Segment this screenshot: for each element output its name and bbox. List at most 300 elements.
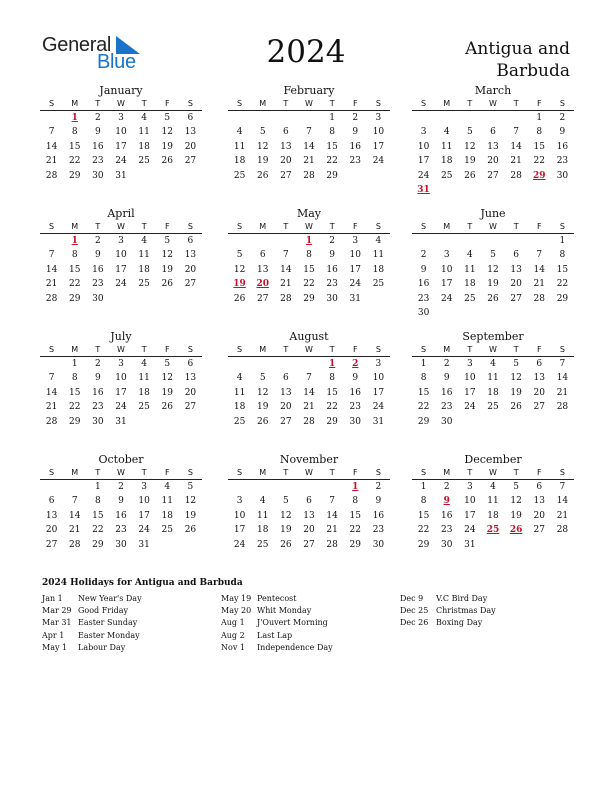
weekday-header	[40, 221, 202, 234]
day-cell: 12	[161, 127, 173, 138]
day-grid	[228, 480, 390, 552]
day-cell: 2	[559, 113, 566, 123]
day-cell: 10	[440, 264, 453, 275]
day-grid	[40, 480, 202, 552]
day-cell: 5	[282, 496, 289, 507]
day-cell: 19	[256, 156, 269, 167]
empty-day-cell	[297, 357, 320, 371]
day-cell: 9	[94, 373, 101, 384]
day-cell: 10	[464, 373, 476, 384]
empty-day-cell	[505, 111, 528, 125]
weekday-label: S	[49, 222, 55, 231]
day-cell: 12	[280, 510, 292, 521]
day-cell: 20	[184, 387, 197, 398]
month-name: September	[462, 330, 524, 343]
holiday-day-cell: 1	[71, 236, 78, 246]
day-cell: 7	[48, 373, 55, 384]
day-cell: 4	[141, 236, 147, 246]
holiday-row	[400, 617, 496, 629]
day-cell: 31	[349, 293, 361, 304]
day-cell: 17	[372, 387, 385, 398]
day-cell: 19	[487, 279, 499, 290]
day-cell: 3	[375, 113, 382, 123]
day-cell: 12	[510, 496, 522, 507]
day-cell: 19	[184, 510, 197, 521]
day-cell: 1	[559, 236, 566, 246]
day-cell: 30	[92, 416, 104, 427]
day-cell: 24	[372, 156, 385, 167]
day-cell: 29	[556, 293, 569, 304]
holiday-row	[221, 617, 333, 629]
day-cell: 5	[466, 127, 473, 138]
weekday-label: S	[237, 345, 243, 354]
day-cell: 27	[184, 279, 197, 290]
day-cell: 7	[559, 482, 566, 492]
day-cell: 15	[417, 387, 430, 398]
day-cell: 16	[349, 141, 361, 152]
weekday-label: T	[513, 222, 519, 231]
day-grid	[228, 234, 390, 306]
day-cell: 21	[510, 156, 522, 167]
day-cell: 31	[372, 416, 385, 427]
day-grid	[412, 111, 574, 197]
day-cell: 17	[115, 387, 127, 398]
day-cell: 23	[326, 279, 338, 290]
day-cell: 6	[259, 250, 266, 261]
weekday-label: F	[352, 222, 358, 231]
empty-day-cell	[274, 480, 297, 494]
month-name: October	[98, 453, 144, 466]
day-cell: 22	[533, 156, 545, 167]
weekday-label: T	[141, 99, 147, 108]
day-cell: 2	[94, 359, 101, 369]
day-cell: 26	[256, 170, 269, 181]
weekday-label: M	[443, 468, 451, 477]
day-cell: 19	[510, 387, 522, 398]
weekday-label: S	[49, 468, 55, 477]
day-cell: 12	[233, 264, 246, 275]
empty-day-cell	[251, 480, 274, 494]
empty-day-cell	[40, 357, 63, 371]
holiday-date: Mar 29	[42, 606, 72, 616]
day-cell: 28	[533, 293, 545, 304]
weekday-label: T	[283, 468, 289, 477]
day-cell: 25	[138, 279, 150, 290]
holiday-day-cell: 9	[443, 496, 450, 507]
day-cell: 6	[48, 496, 55, 507]
day-cell: 6	[187, 359, 194, 369]
day-cell: 11	[256, 510, 269, 521]
day-cell: 9	[375, 496, 382, 507]
weekday-label: T	[329, 468, 335, 477]
day-cell: 5	[164, 359, 171, 369]
weekday-header	[412, 467, 574, 480]
weekday-label: S	[49, 99, 55, 108]
day-cell: 25	[138, 402, 150, 413]
weekday-header	[40, 344, 202, 357]
day-cell: 23	[417, 293, 430, 304]
weekday-label: T	[283, 99, 289, 108]
day-cell: 1	[536, 113, 543, 123]
day-cell: 24	[349, 279, 361, 290]
holiday-day-cell: 25	[486, 525, 500, 536]
day-cell: 23	[92, 402, 104, 413]
weekday-label: T	[95, 99, 101, 108]
day-cell: 3	[420, 127, 427, 138]
month-name: April	[107, 207, 135, 220]
day-cell: 24	[417, 170, 430, 181]
weekday-label: F	[352, 468, 358, 477]
day-cell: 13	[303, 510, 315, 521]
day-cell: 16	[92, 264, 104, 275]
weekday-label: S	[559, 468, 565, 477]
day-cell: 17	[138, 510, 150, 521]
day-cell: 23	[556, 156, 569, 167]
day-cell: 12	[184, 496, 197, 507]
day-cell: 13	[45, 510, 58, 521]
day-cell: 24	[138, 525, 150, 536]
holiday-date: May 19	[221, 594, 252, 603]
weekday-label: M	[443, 222, 451, 231]
day-cell: 11	[233, 387, 246, 398]
day-cell: 11	[464, 264, 476, 275]
holiday-name: Whit Monday	[257, 606, 312, 616]
month-february	[228, 84, 390, 183]
day-cell: 13	[184, 127, 197, 138]
empty-day-cell	[481, 111, 504, 125]
day-cell: 27	[280, 416, 292, 427]
holiday-date: May 1	[42, 642, 68, 652]
weekday-label: T	[467, 468, 473, 477]
day-cell: 18	[487, 387, 499, 398]
day-cell: 9	[94, 250, 101, 261]
empty-day-cell	[251, 357, 274, 371]
month-august	[228, 330, 390, 429]
day-cell: 6	[282, 373, 289, 384]
day-cell: 13	[184, 250, 197, 261]
empty-day-cell	[505, 234, 528, 248]
weekday-label: T	[283, 345, 289, 354]
holiday-row	[42, 630, 142, 642]
weekday-header	[412, 221, 574, 234]
day-cell: 3	[236, 496, 243, 507]
holiday-day-cell: 1	[305, 236, 313, 246]
day-grid	[40, 234, 202, 306]
day-cell: 3	[352, 236, 359, 246]
holiday-date: Mar 31	[42, 618, 72, 628]
holiday-name: Labour Day	[78, 642, 126, 652]
holiday-day-cell: 20	[256, 279, 269, 290]
weekday-label: S	[421, 468, 427, 477]
day-cell: 16	[115, 510, 127, 521]
day-cell: 2	[443, 482, 450, 492]
day-cell: 12	[487, 264, 499, 275]
day-cell: 11	[440, 141, 453, 152]
day-cell: 15	[68, 264, 81, 275]
empty-day-cell	[228, 234, 251, 248]
month-name: January	[99, 84, 143, 97]
day-cell: 11	[138, 250, 150, 261]
day-cell: 12	[510, 373, 522, 384]
day-cell: 24	[440, 293, 453, 304]
day-cell: 22	[326, 402, 338, 413]
day-cell: 31	[115, 416, 127, 427]
day-cell: 7	[282, 250, 289, 261]
day-cell: 21	[303, 402, 315, 413]
day-cell: 19	[256, 402, 269, 413]
month-name: June	[480, 207, 506, 220]
day-cell: 29	[326, 416, 338, 427]
day-cell: 28	[45, 416, 58, 427]
weekday-label: F	[164, 222, 170, 231]
day-cell: 29	[68, 293, 81, 304]
day-cell: 11	[372, 250, 385, 261]
day-cell: 11	[487, 496, 499, 507]
weekday-label: S	[237, 468, 243, 477]
day-cell: 17	[464, 387, 476, 398]
day-cell: 1	[329, 113, 335, 123]
empty-day-cell	[40, 111, 63, 125]
day-cell: 29	[303, 293, 315, 304]
day-cell: 10	[372, 127, 385, 138]
day-cell: 10	[372, 373, 385, 384]
empty-day-cell	[274, 357, 297, 371]
day-cell: 27	[45, 539, 58, 550]
day-cell: 16	[372, 510, 385, 521]
day-cell: 8	[71, 250, 78, 261]
empty-day-cell	[40, 234, 63, 248]
day-cell: 20	[45, 525, 58, 536]
weekday-label: M	[71, 222, 79, 231]
day-grid	[40, 111, 202, 183]
month-march	[412, 84, 574, 197]
day-cell: 28	[303, 170, 315, 181]
weekday-label: S	[187, 345, 193, 354]
month-april	[40, 207, 202, 306]
day-cell: 11	[138, 127, 150, 138]
day-cell: 2	[329, 236, 335, 246]
weekday-label: F	[164, 99, 170, 108]
weekday-label: S	[187, 222, 193, 231]
empty-day-cell	[228, 111, 251, 125]
day-cell: 7	[536, 250, 543, 261]
day-cell: 15	[349, 510, 361, 521]
day-cell: 23	[440, 402, 453, 413]
weekday-header	[228, 221, 390, 234]
day-cell: 7	[513, 127, 519, 138]
weekday-label: S	[375, 99, 381, 108]
day-cell: 26	[464, 170, 476, 181]
day-cell: 20	[303, 525, 315, 536]
weekday-label: F	[352, 99, 358, 108]
day-cell: 23	[115, 525, 127, 536]
day-cell: 16	[349, 387, 361, 398]
day-cell: 3	[443, 250, 450, 261]
day-cell: 14	[45, 387, 58, 398]
day-cell: 23	[349, 402, 361, 413]
weekday-label: W	[305, 468, 313, 477]
weekday-label: T	[513, 468, 519, 477]
day-cell: 30	[440, 539, 453, 550]
holiday-column	[42, 593, 142, 654]
day-cell: 24	[115, 402, 127, 413]
day-cell: 8	[329, 127, 335, 138]
day-cell: 8	[306, 250, 312, 261]
day-cell: 15	[533, 141, 545, 152]
weekday-header	[40, 467, 202, 480]
day-cell: 22	[68, 156, 81, 167]
holiday-name: Christmas Day	[436, 606, 496, 616]
day-cell: 11	[138, 373, 150, 384]
day-cell: 26	[510, 402, 522, 413]
day-cell: 5	[236, 250, 243, 261]
weekday-label: S	[559, 99, 565, 108]
weekday-label: S	[421, 222, 427, 231]
day-cell: 21	[556, 387, 569, 398]
country-name-line-1: Antigua and	[465, 39, 570, 59]
day-grid	[40, 357, 202, 429]
day-cell: 14	[510, 141, 522, 152]
day-cell: 29	[68, 416, 81, 427]
day-cell: 2	[420, 250, 427, 261]
day-cell: 18	[233, 402, 246, 413]
day-cell: 9	[420, 264, 427, 275]
weekday-label: T	[95, 222, 101, 231]
day-cell: 22	[92, 525, 104, 536]
holiday-column	[400, 593, 496, 630]
month-name: February	[283, 84, 335, 97]
weekday-label: W	[489, 468, 497, 477]
month-november	[228, 453, 390, 552]
day-cell: 21	[556, 510, 569, 521]
day-cell: 11	[233, 141, 246, 152]
day-cell: 29	[326, 170, 338, 181]
day-cell: 26	[161, 402, 173, 413]
day-cell: 19	[161, 264, 173, 275]
weekday-label: T	[283, 222, 289, 231]
weekday-label: F	[164, 345, 170, 354]
day-cell: 5	[259, 127, 266, 138]
weekday-label: M	[71, 345, 79, 354]
day-grid	[228, 357, 390, 429]
holiday-date: Aug 2	[221, 630, 245, 640]
day-cell: 17	[372, 141, 385, 152]
day-cell: 27	[533, 402, 545, 413]
weekday-label: M	[443, 345, 451, 354]
day-cell: 14	[556, 496, 569, 507]
day-cell: 5	[164, 113, 171, 123]
weekday-label: F	[536, 468, 542, 477]
day-cell: 4	[375, 236, 382, 246]
day-cell: 14	[533, 264, 545, 275]
month-june	[412, 207, 574, 320]
day-cell: 12	[256, 141, 269, 152]
day-cell: 20	[280, 402, 292, 413]
day-cell: 31	[464, 539, 476, 550]
day-grid	[412, 234, 574, 320]
day-cell: 10	[115, 127, 127, 138]
weekday-label: S	[559, 345, 565, 354]
weekday-label: W	[117, 99, 125, 108]
empty-day-cell	[228, 357, 251, 371]
day-cell: 9	[94, 127, 101, 138]
day-cell: 17	[233, 525, 246, 536]
month-september	[412, 330, 574, 429]
day-cell: 6	[187, 113, 194, 123]
day-cell: 4	[164, 482, 171, 492]
day-cell: 23	[372, 525, 385, 536]
day-cell: 25	[256, 539, 269, 550]
holiday-day-cell: 1	[329, 359, 336, 369]
weekday-label: T	[95, 468, 101, 477]
empty-day-cell	[297, 480, 320, 494]
day-cell: 5	[513, 482, 519, 492]
month-december	[412, 453, 574, 552]
day-cell: 28	[326, 539, 338, 550]
day-cell: 7	[71, 496, 78, 507]
empty-day-cell	[528, 234, 551, 248]
day-cell: 26	[161, 279, 173, 290]
day-cell: 11	[161, 496, 173, 507]
day-cell: 7	[559, 359, 566, 369]
day-cell: 21	[45, 279, 58, 290]
day-cell: 8	[71, 127, 78, 138]
weekday-label: T	[329, 345, 335, 354]
day-cell: 1	[420, 482, 427, 492]
day-cell: 15	[326, 387, 338, 398]
day-cell: 13	[256, 264, 269, 275]
day-cell: 10	[464, 496, 476, 507]
day-cell: 6	[536, 359, 543, 369]
day-cell: 30	[440, 416, 453, 427]
day-cell: 24	[372, 402, 385, 413]
weekday-label: T	[467, 99, 473, 108]
weekday-label: S	[49, 345, 55, 354]
weekday-label: W	[117, 222, 125, 231]
holiday-row	[221, 593, 333, 605]
day-cell: 27	[256, 293, 269, 304]
day-cell: 21	[68, 525, 81, 536]
day-cell: 15	[303, 264, 315, 275]
month-may	[228, 207, 390, 306]
day-cell: 24	[464, 402, 476, 413]
day-cell: 22	[417, 402, 430, 413]
day-cell: 21	[303, 156, 315, 167]
day-cell: 13	[533, 373, 545, 384]
day-cell: 16	[440, 387, 453, 398]
day-cell: 27	[184, 156, 197, 167]
day-cell: 4	[141, 359, 147, 369]
day-cell: 14	[556, 373, 569, 384]
day-grid	[228, 111, 390, 183]
day-cell: 9	[352, 127, 359, 138]
day-cell: 28	[68, 539, 81, 550]
weekday-label: W	[305, 222, 313, 231]
weekday-label: S	[375, 468, 381, 477]
day-cell: 23	[92, 156, 104, 167]
day-cell: 7	[48, 250, 55, 261]
day-cell: 29	[417, 416, 430, 427]
day-cell: 27	[487, 170, 499, 181]
day-cell: 8	[94, 496, 101, 507]
holiday-date: Dec 26	[400, 618, 429, 628]
day-cell: 22	[68, 279, 81, 290]
day-cell: 26	[280, 539, 292, 550]
weekday-label: M	[71, 468, 79, 477]
day-cell: 13	[487, 141, 499, 152]
weekday-label: S	[421, 99, 427, 108]
day-cell: 16	[92, 141, 104, 152]
